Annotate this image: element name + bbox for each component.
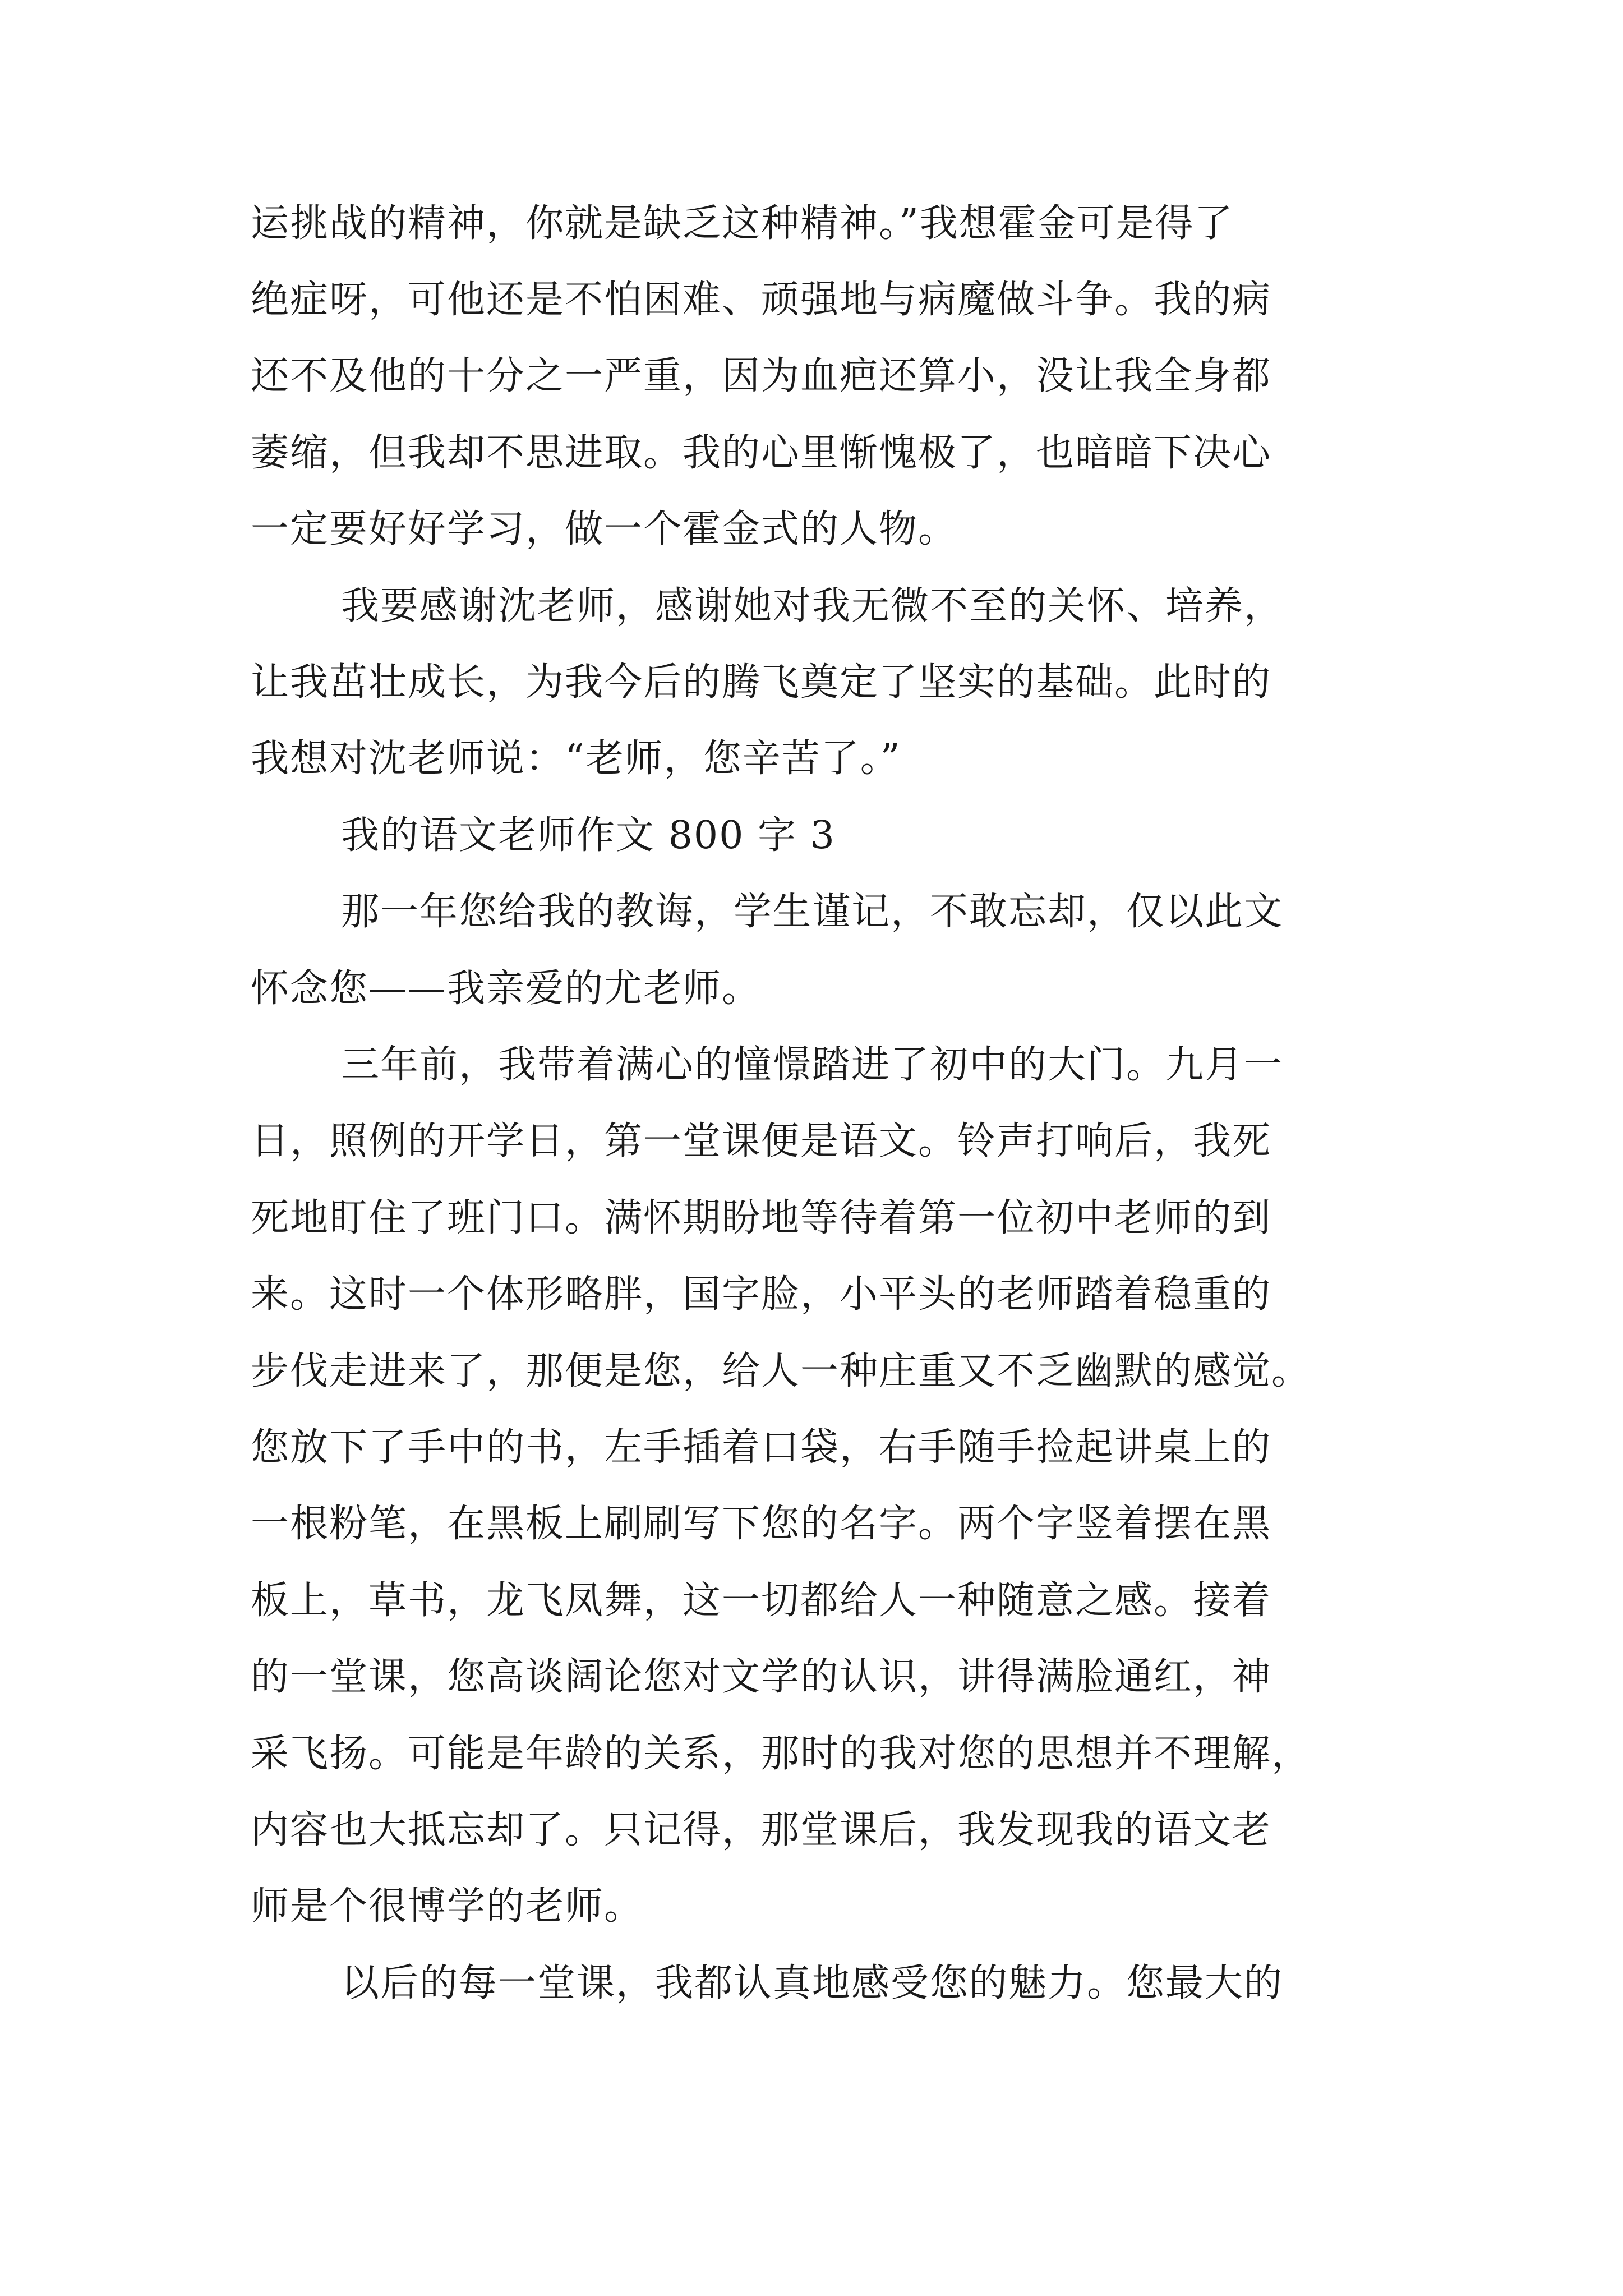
text-line: 您放下了手中的书，左手插着口袋，右手随手捡起讲桌上的: [251, 1425, 1272, 1470]
text-line: 师是个很博学的老师。: [251, 1884, 644, 1929]
text-line: 一定要好好学习，做一个霍金式的人物。: [251, 507, 958, 551]
text-line: 来。这时一个体形略胖，国字脸，小平头的老师踏着稳重的: [251, 1272, 1272, 1317]
text-line: 一根粉笔，在黑板上刷刷写下您的名字。两个字竖着摆在黑: [251, 1502, 1272, 1546]
text-line: 还不及他的十分之一严重，因为血疤还算小，没让我全身都: [251, 354, 1272, 398]
section-heading: 我的语文老师作文 800 字 3: [341, 813, 836, 858]
paragraph-first-line: 那一年您给我的教诲，学生谨记，不敢忘却，仅以此文: [341, 890, 1284, 934]
text-line: 让我茁壮成长，为我今后的腾飞奠定了坚实的基础。此时的: [251, 660, 1272, 705]
text-line: 萎缩，但我却不思进取。我的心里惭愧极了，也暗暗下决心: [251, 431, 1272, 475]
paragraph-first-line: 我要感谢沈老师，感谢她对我无微不至的关怀、培养，: [341, 584, 1284, 628]
text-line: 板上，草书，龙飞凤舞，这一切都给人一种随意之感。接着: [251, 1579, 1272, 1623]
paragraph-first-line: 以后的每一堂课，我都认真地感受您的魅力。您最大的: [341, 1961, 1284, 2005]
text-line: 运挑战的精神，你就是缺乏这种精神。”我想霍金可是得了: [251, 201, 1234, 246]
text-line: 怀念您——我亲爱的尤老师。: [251, 967, 762, 1011]
paragraph-first-line: 三年前，我带着满心的憧憬踏进了初中的大门。九月一: [341, 1043, 1284, 1087]
text-line: 内容也大抵忘却了。只记得，那堂课后，我发现我的语文老: [251, 1808, 1272, 1852]
text-line: 我想对沈老师说：“老师，您辛苦了。”: [251, 737, 901, 781]
text-line: 日，照例的开学日，第一堂课便是语文。铃声打响后，我死: [251, 1119, 1272, 1163]
text-line: 死地盯住了班门口。满怀期盼地等待着第一位初中老师的到: [251, 1196, 1272, 1240]
text-line: 采飞扬。可能是年龄的关系，那时的我对您的思想并不理解，: [251, 1732, 1311, 1776]
text-line: 步伐走进来了，那便是您，给人一种庄重又不乏幽默的感觉。: [251, 1349, 1311, 1393]
text-line: 的一堂课，您高谈阔论您对文学的认识，讲得满脸通红，神: [251, 1655, 1272, 1699]
text-line: 绝症呀，可他还是不怕困难、顽强地与病魔做斗争。我的病: [251, 278, 1272, 322]
